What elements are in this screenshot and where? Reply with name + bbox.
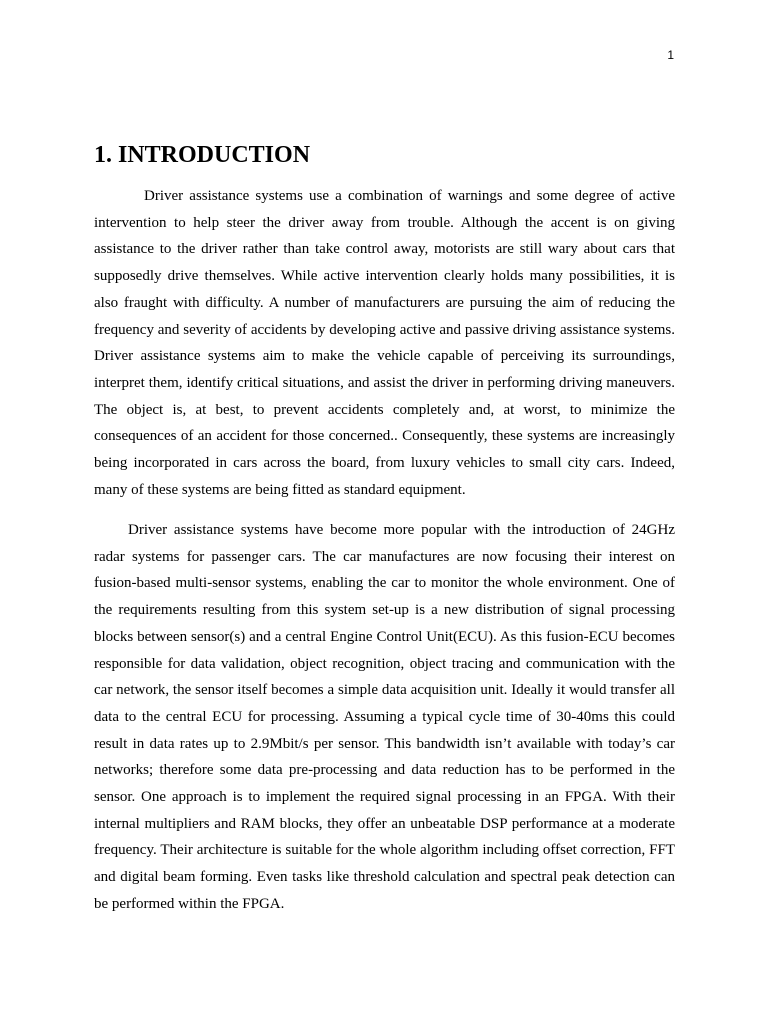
body-paragraph-2: Driver assistance systems have become more popular with the introduction of 24GHz radar systems for passenger cars. The car manufactures are now focusing their interest on fusion-based multi-sensor systems, enabling the car to monitor the whole environment. One of the requirements resulting from this system set-up is a new distribution of signal processing blocks between sensor(s) and a central Engine Control Unit(ECU). As this fusion-ECU becomes responsible for data validation, object recognition, object tracing and communication with the car network, the sensor itself becomes a simple data acquisition unit. Ideally it would transfer all data to the central ECU for processing. Assuming a typical cycle time of 30-40ms this could result in data rates up to 2.9Mbit/s per sensor. This bandwidth isn’t available with today’s car networks; therefore some data pre-processing and data reduction has to be performed in the sensor. One approach is to implement the required signal processing in an FPGA. With their internal multipliers and RAM blocks, they offer an unbeatable DSP performance at a moderate frequency. Their architecture is suitable for the whole algorithm including offset correction, FFT and digital beam forming. Even tasks like threshold calculation and spectral peak detection can be performed within the FPGA. <box>94 522 675 912</box>
page-number: 1 <box>667 48 674 62</box>
section-heading: 1. INTRODUCTION <box>94 142 311 168</box>
body-paragraph-1: Driver assistance systems use a combination of warnings and some degree of active intervention to help steer the driver away from trouble. Although the accent is on giving assistance to the driver rather than take control away, motorists are still wary about cars that supposedly drive themselves. While active intervention clearly holds many possibilities, it is also fraught with difficulty. A number of manufacturers are pursuing the aim of reducing the frequency and severity of accidents by developing active and passive driving assistance systems. Driver assistance systems aim to make the vehicle capable of perceiving its surroundings, interpret them, identify critical situations, and assist the driver in performing driving maneuvers. The object is, at best, to prevent accidents completely and, at worst, to minimize the consequences of an accident for those concerned.. Consequently, these systems are increasingly being incorporated in cars across the board, from luxury vehicles to small city cars. Indeed, many of these systems are being fitted as standard equipment. <box>94 188 675 498</box>
